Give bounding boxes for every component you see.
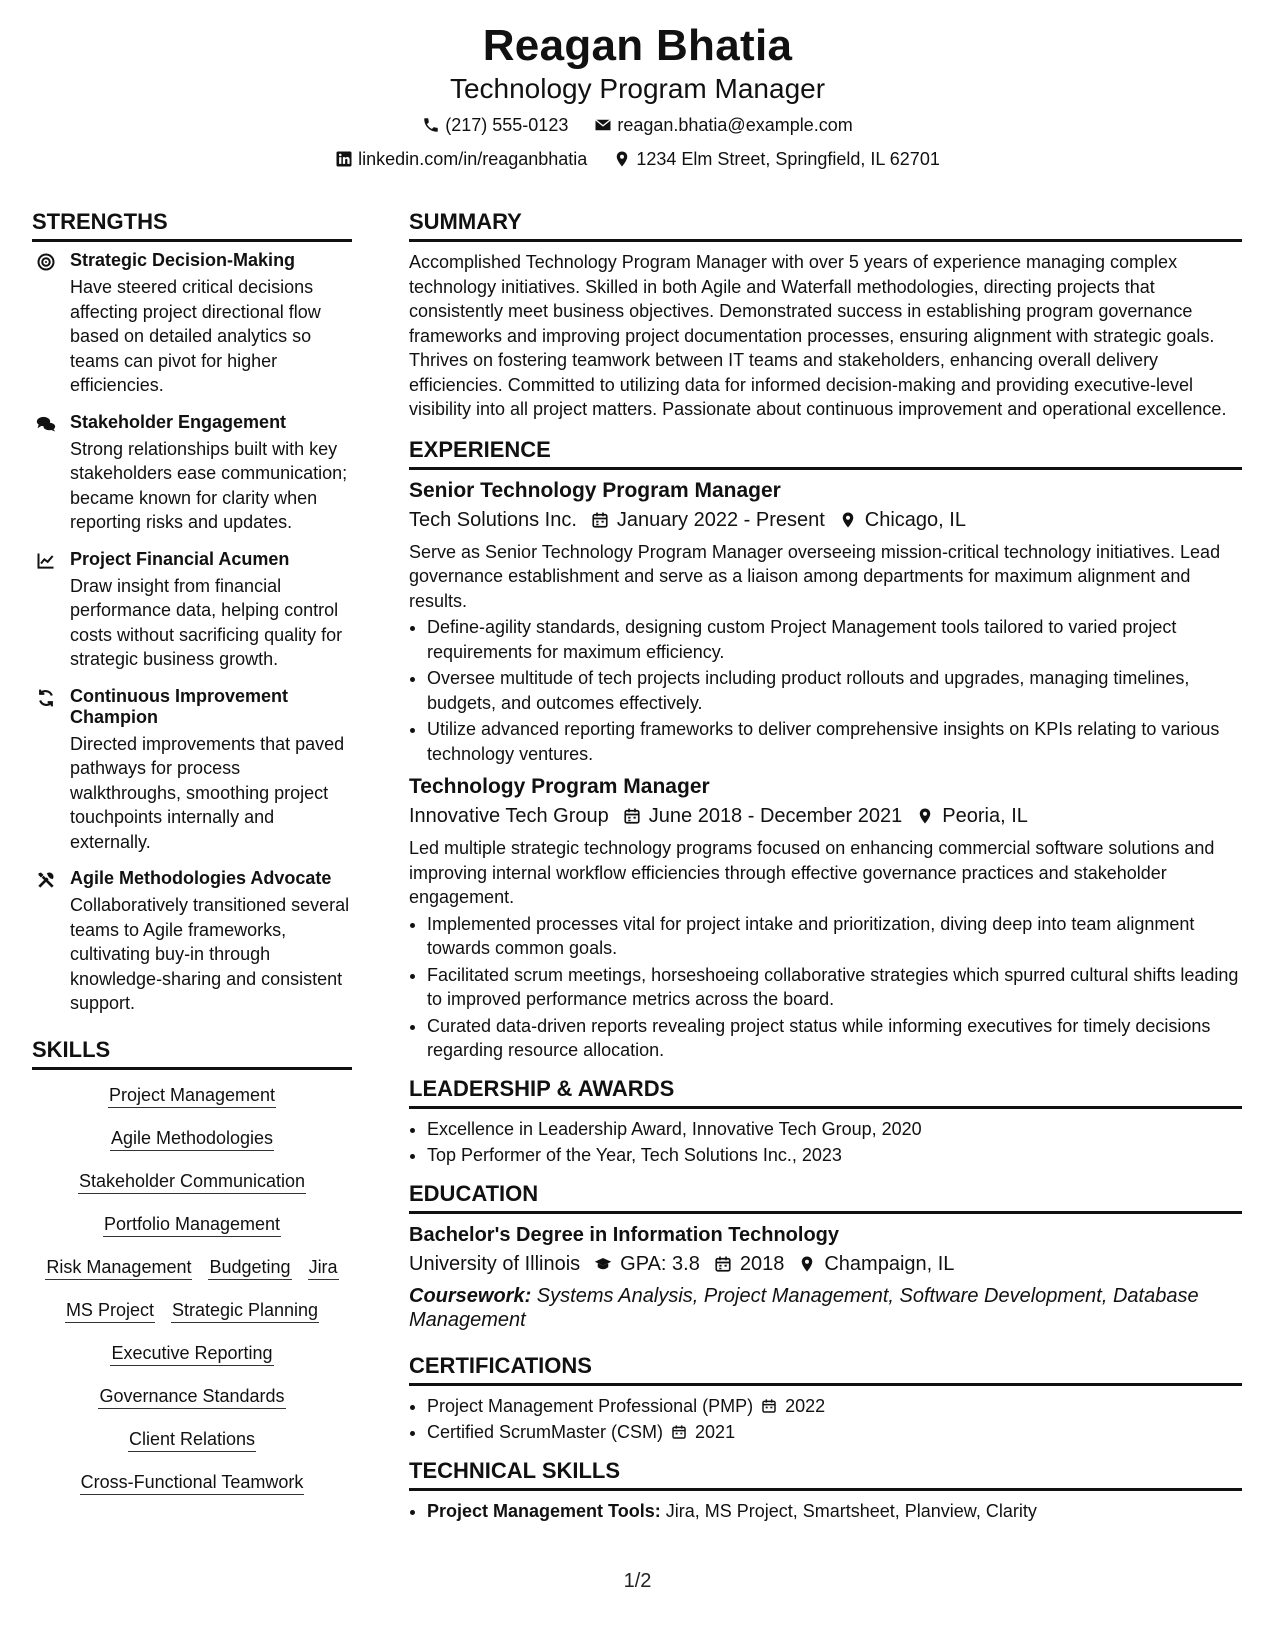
leadership-list (409, 1117, 1242, 1168)
coursework-list: Systems Analysis, Project Management, Software Development, Database Management (409, 1284, 1199, 1331)
job-location: Peoria, IL (942, 805, 1028, 827)
phone-icon (422, 116, 440, 134)
linkedin-contact[interactable] (335, 144, 587, 174)
education-heading: EDUCATION (409, 1180, 1242, 1214)
email-address[interactable]: reagan.bhatia@example.com (617, 115, 853, 135)
certification-item (427, 1394, 1242, 1419)
strength-item (32, 686, 352, 855)
degree-title: Bachelor's Degree in Information Technology (409, 1223, 840, 1246)
job-meta (409, 802, 1242, 830)
right-column (409, 208, 1242, 1531)
skills-heading: SKILLS (32, 1036, 352, 1070)
email-contact[interactable] (594, 110, 852, 140)
job-title: Technology Program Manager (409, 775, 710, 798)
job-title: Senior Technology Program Manager (409, 478, 781, 502)
strength-item (32, 549, 352, 672)
street-address: 1234 Elm Street, Springfield, IL 62701 (636, 149, 940, 169)
job-meta (409, 506, 1242, 534)
award-item: • Excellence in Leadership Award, Innovative Tech Group, 2020 (427, 1117, 1242, 1142)
strength-title: Continuous Improvement Champion (70, 685, 289, 727)
strength-item (32, 868, 352, 1016)
award-item: • Top Performer of the Year, Tech Solutions Inc., 2023 (427, 1143, 1242, 1168)
school-location: Champaign, IL (824, 1252, 955, 1275)
phone-number: (217) 555-0123 (445, 115, 569, 135)
calendar-icon (591, 511, 609, 529)
strength-description: Have steered critical decisions affecting project directional flow based on detailed analytics so teams can pivot for higher efficiencies. (70, 277, 321, 395)
bullet-item: • Utilize advanced reporting frameworks to deliver comprehensive insights on KPIs relating to various technology ventures. (427, 717, 1242, 766)
skill-tag: Risk Management (45, 1256, 192, 1280)
technical-skill-values: Jira, MS Project, Smartsheet, Planview, Clarity (660, 1500, 1037, 1521)
skill-tag: MS Project (65, 1299, 155, 1323)
technical-skill-label: Project Management Tools: (427, 1500, 661, 1521)
job-description: Led multiple strategic technology programs focused on enhancing commercial software solutions and improving internal workflow efficiencies through effective governance practices and stakeholder engagement. (409, 838, 1215, 907)
certification-name: • Project Management Professional (PMP) (427, 1395, 754, 1416)
resume-header (0, 18, 1275, 174)
strength-title: Agile Methodologies Advocate (70, 868, 332, 888)
certification-year: 2021 (695, 1422, 736, 1442)
map-pin-icon (798, 1255, 816, 1273)
linkedin-url[interactable]: linkedin.com/in/reaganbhatia (358, 149, 588, 169)
school-name: University of Illinois (409, 1252, 581, 1275)
graduation-year: 2018 (739, 1252, 785, 1275)
coursework-label: Coursework: (409, 1284, 532, 1307)
chat-bubbles-icon (36, 414, 56, 434)
tools-icon (36, 870, 56, 890)
technical-skills-list (409, 1499, 1242, 1524)
calendar-icon (671, 1424, 687, 1440)
experience-heading: EXPERIENCE (409, 436, 1242, 470)
gpa: GPA: 3.8 (620, 1252, 700, 1275)
summary-heading: SUMMARY (409, 208, 1242, 242)
job-entry (409, 774, 1242, 1063)
contact-row-2 (0, 144, 1275, 174)
certification-year: 2022 (785, 1395, 826, 1416)
skills-list (32, 1078, 352, 1495)
address-contact (613, 144, 940, 174)
skill-tag: Governance Standards (98, 1385, 285, 1409)
line-chart-icon (36, 551, 56, 571)
graduation-cap-icon (594, 1255, 612, 1273)
phone-contact (422, 110, 568, 140)
skill-tag: Agile Methodologies (110, 1127, 274, 1151)
job-bullets (409, 912, 1242, 1063)
strength-title: Strategic Decision-Making (70, 250, 296, 270)
skill-tag: Budgeting (208, 1256, 291, 1280)
bullet-item: • Define-agility standards, designing custom Project Management tools tailored to varied project requirements for maximum efficiency. (427, 615, 1242, 664)
job-bullets (409, 615, 1242, 766)
skill-tag: Executive Reporting (110, 1342, 273, 1366)
job-dates: January 2022 - Present (616, 508, 825, 531)
skill-tag: Project Management (108, 1084, 276, 1108)
certifications-heading: CERTIFICATIONS (409, 1352, 1242, 1386)
certification-name: • Certified ScrumMaster (CSM) (427, 1422, 664, 1442)
bullet-item: • Facilitated scrum meetings, horseshoeing collaborative strategies which spurred cultural shifts leading to improved performance metrics across the board. (427, 963, 1242, 1012)
skill-tag: Cross-Functional Teamwork (80, 1471, 305, 1495)
company-name: Innovative Tech Group (409, 805, 609, 827)
certification-item (427, 1420, 1242, 1445)
strength-description: Draw insight from financial performance data, helping control costs without sacrificing quality for strategic business growth. (70, 575, 343, 669)
company-name: Tech Solutions Inc. (409, 508, 577, 531)
certifications-list (409, 1394, 1242, 1445)
skill-tag: Stakeholder Communication (78, 1170, 306, 1194)
linkedin-icon (335, 150, 353, 168)
left-column (32, 208, 352, 1514)
job-entry (409, 478, 1242, 767)
strength-description: Directed improvements that paved pathways for process walkthroughs, smoothing project touchpoints internally and externally. (70, 733, 345, 852)
candidate-name: Reagan Bhatia (482, 21, 793, 70)
technical-skill-item (427, 1499, 1242, 1524)
technical-skills-heading: TECHNICAL SKILLS (409, 1457, 1242, 1491)
target-icon (36, 252, 56, 272)
job-location: Chicago, IL (864, 508, 966, 531)
education-meta (409, 1250, 1242, 1278)
calendar-icon (623, 807, 641, 825)
contact-row-1 (0, 110, 1275, 140)
job-description: Serve as Senior Technology Program Manager overseeing mission-critical technology initiatives. Lead governance establishment and serve as a liaison among departments for maximum alignment and results. (409, 541, 1221, 611)
calendar-icon (714, 1255, 732, 1273)
sync-icon (36, 688, 56, 708)
map-pin-icon (839, 511, 857, 529)
strength-title: Stakeholder Engagement (70, 411, 287, 432)
candidate-title: Technology Program Manager (449, 73, 826, 104)
bullet-item: • Implemented processes vital for project intake and prioritization, diving deep into team alignment towards common goals. (427, 912, 1242, 961)
bullet-item: • Oversee multitude of tech projects including product rollouts and upgrades, managing timelines, budgets, and outcomes effectively. (427, 666, 1242, 715)
map-pin-icon (916, 807, 934, 825)
strengths-heading: STRENGTHS (32, 208, 352, 242)
skill-tag: Portfolio Management (103, 1213, 281, 1237)
strength-description: Strong relationships built with key stakeholders ease communication; became known for clarity when reporting risks and updates. (70, 438, 348, 532)
skill-tag: Strategic Planning (171, 1299, 319, 1323)
bullet-item: • Curated data-driven reports revealing project status while informing executives for timely decisions regarding resource allocation. (427, 1014, 1242, 1063)
coursework (409, 1284, 1242, 1332)
strength-description: Collaboratively transitioned several teams to Agile frameworks, cultivating buy-in through knowledge-sharing and consistent support. (70, 895, 350, 1013)
strength-title: Project Financial Acumen (70, 548, 290, 569)
map-pin-icon (613, 150, 631, 168)
strength-item (32, 412, 352, 535)
strength-item (32, 250, 352, 398)
envelope-icon (594, 116, 612, 134)
summary-text: Accomplished Technology Program Manager with over 5 years of experience managing complex technology initiatives. Skilled in both Agile and Waterfall methodologies, directing projects that consistently meet business objectives. Demonstrated success in establishing program governance frameworks and improving project documentation processes, ensuring alignment with strategic goals. Thrives on fostering teamwork between IT teams and stakeholders, enhancing overall delivery efficiencies. Committed to utilizing data for informed decision-making and providing executive-level visibility into all project matters. Passionate about continuous improvement and operational excellence. (409, 252, 1227, 419)
job-dates: June 2018 - December 2021 (648, 805, 903, 827)
leadership-heading: LEADERSHIP & AWARDS (409, 1075, 1242, 1109)
page-number: 1/2 (623, 1570, 652, 1592)
calendar-icon (761, 1398, 777, 1414)
skill-tag: Client Relations (128, 1428, 256, 1452)
skill-tag: Jira (308, 1256, 339, 1280)
